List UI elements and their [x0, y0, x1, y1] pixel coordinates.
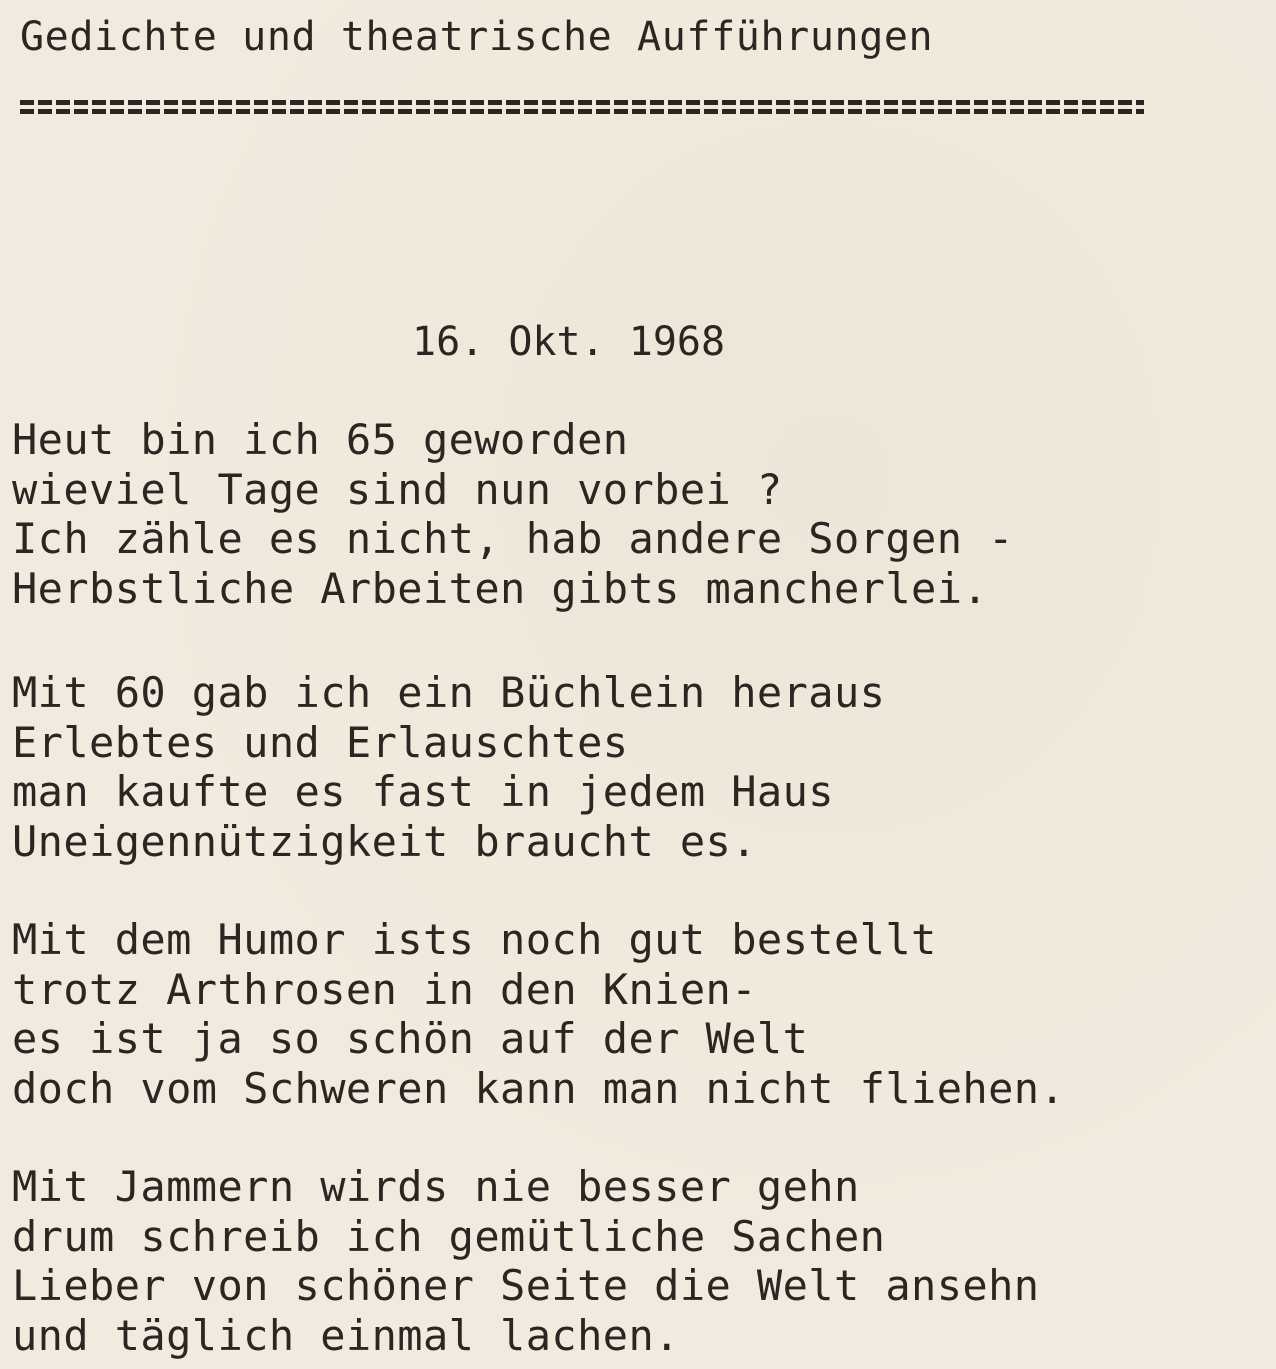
poem-line: trotz Arthrosen in den Knien-: [12, 964, 757, 1014]
poem-line: Mit Jammern wirds nie besser gehn: [12, 1162, 860, 1211]
poem-line: drum schreib ich gemütliche Sachen: [12, 1211, 886, 1261]
stanza-1: [12, 415, 1014, 613]
poem-line: Lieber von schöner Seite die Welt ansehn: [12, 1261, 1040, 1310]
double-underline-rule: [20, 92, 1144, 122]
poem-line: es ist ja so schön auf der Welt: [12, 1014, 809, 1063]
poem-date: 16. Okt. 1968: [412, 319, 726, 365]
page-heading: Gedichte und theatrische Aufführungen: [20, 14, 934, 60]
poem-line: Mit dem Humor ists noch gut bestellt: [12, 915, 937, 964]
poem-line: Uneigennützigkeit braucht es.: [12, 816, 757, 866]
poem-line: Ich zähle es nicht, hab andere Sorgen -: [12, 514, 1014, 563]
stanza-2: [12, 668, 885, 866]
rule-line-bottom: [20, 109, 1144, 114]
poem-line: wieviel Tage sind nun vorbei ?: [12, 464, 783, 514]
poem-line: Heut bin ich 65 geworden: [12, 415, 629, 464]
poem-line: und täglich einmal lachen.: [12, 1310, 680, 1360]
stanza-4: [12, 1162, 1039, 1360]
stanza-3: [12, 915, 1065, 1113]
rule-line-top: [20, 100, 1144, 105]
poem-line: Herbstliche Arbeiten gibts mancherlei.: [12, 563, 989, 613]
poem-line: man kaufte es fast in jedem Haus: [12, 767, 834, 816]
poem-line: Erlebtes und Erlauschtes: [12, 717, 629, 767]
poem-line: Mit 60 gab ich ein Büchlein heraus: [12, 668, 886, 717]
poem-line: doch vom Schweren kann man nicht fliehen.: [12, 1063, 1066, 1113]
